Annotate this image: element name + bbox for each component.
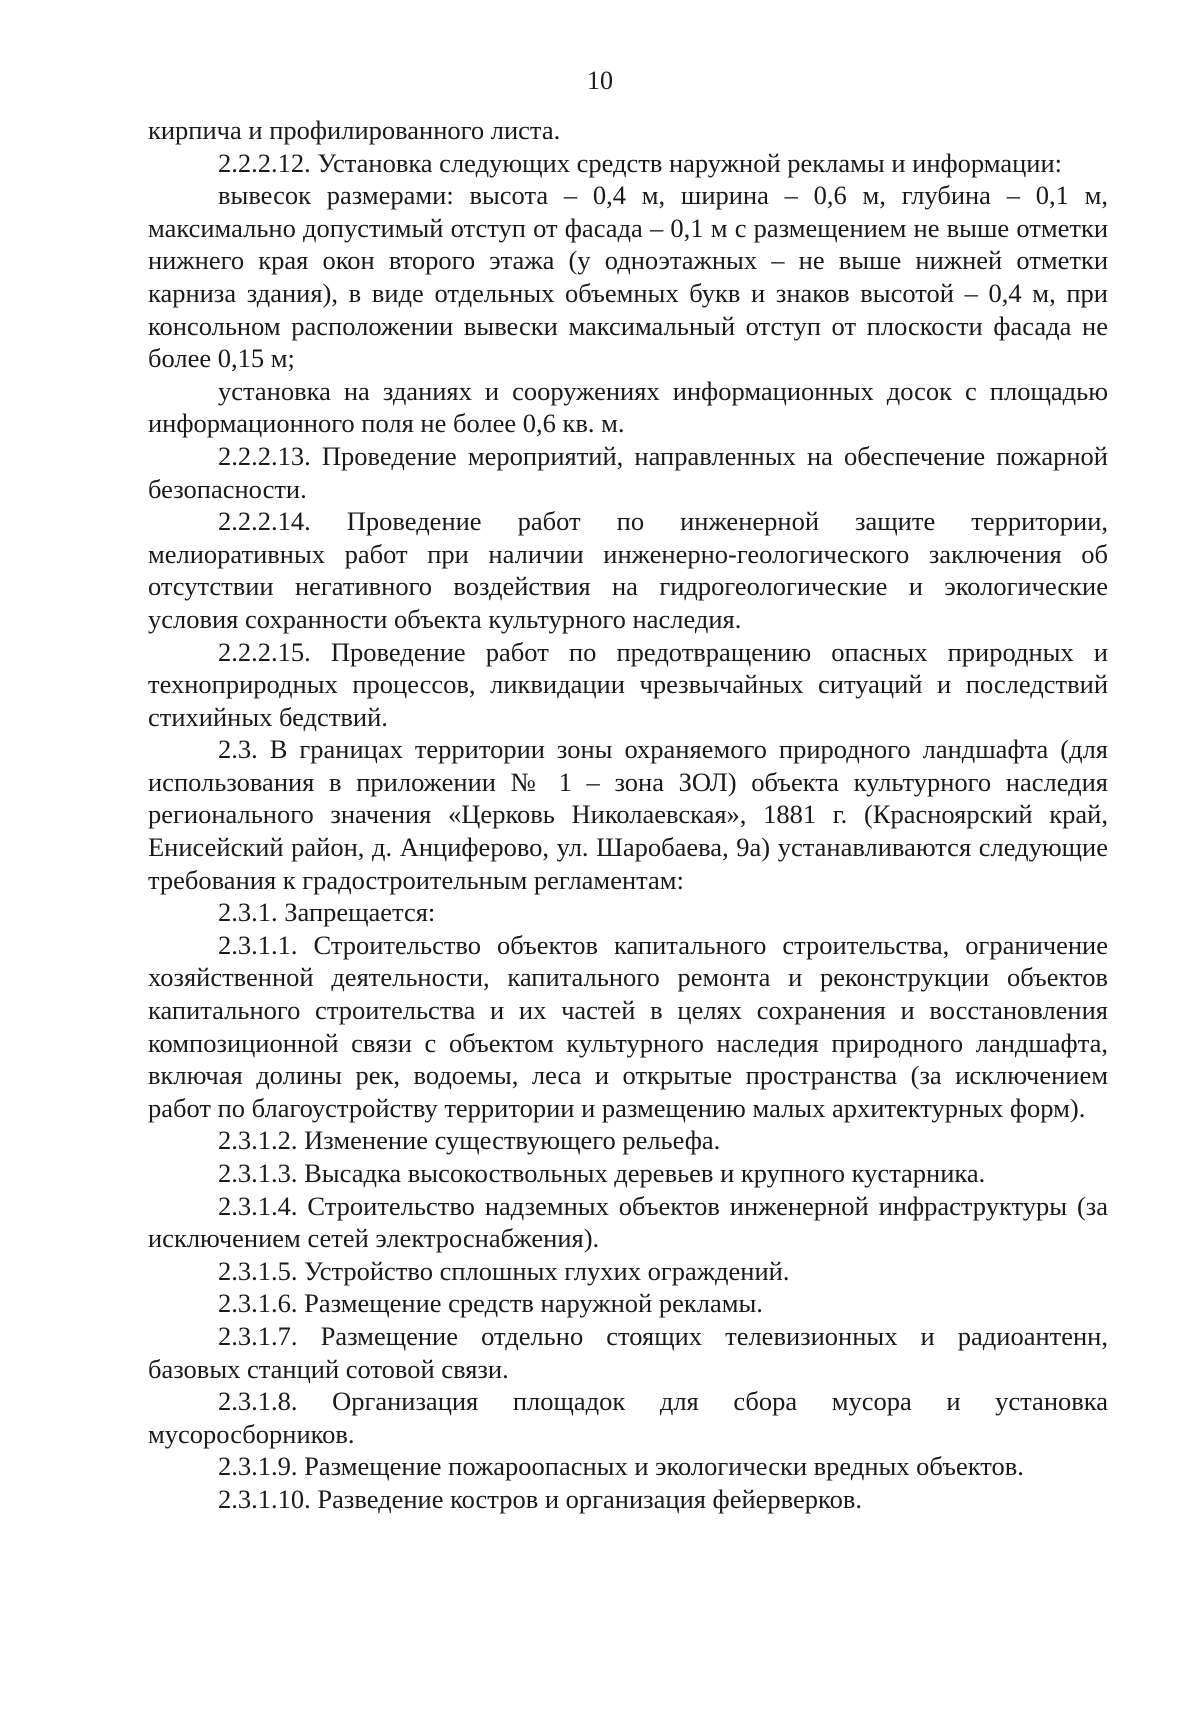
paragraph: 2.2.2.12. Установка следующих средств наружной рекламы и информации: <box>218 147 1063 178</box>
paragraph: установка на зданиях и сооружениях информационных досок с площадью информационного поля не более 0,6 кв. м. <box>148 375 1108 439</box>
paragraph: 2.3.1.1. Строительство объектов капитального строительства, ограничение хозяйственной деятельности, капитального ремонта и реконструкции объектов капитального строительства и их частей в целях сохранения и восстановления композиционной связи с объектом культурного наследия природного ландшафта, включая долины рек, водоемы, леса и открытые пространства (за исключением работ по благоустройству территории и размещению малых архитектурных форм). <box>148 929 1108 1123</box>
paragraph: кирпича и профилированного листа. <box>148 115 561 145</box>
paragraph: 2.3.1.2. Изменение существующего рельефа. <box>218 1125 721 1156</box>
page-number: 10 <box>587 66 613 95</box>
paragraph: 2.2.2.14. Проведение работ по инженерной защите территории, мелиоративных работ при наличии инженерно-геологического заключения об отсутствии негативного воздействия на гидрогеологические и экологические условия сохранности объекта культурного наследия. <box>148 506 1108 634</box>
paragraph: 2.2.2.15. Проведение работ по предотвращению опасных природных и техноприродных процессов, ликвидации чрезвычайных ситуаций и последствий стихийных бедствий. <box>148 636 1108 732</box>
paragraph: 2.3.1.9. Размещение пожароопасных и экологически вредных объектов. <box>218 1451 1024 1482</box>
paragraph: 2.3.1.7. Размещение отдельно стоящих телевизионных и радиоантенн, базовых станций сотовой связи. <box>148 1320 1108 1384</box>
paragraph: 2.3.1.6. Размещение средств наружной рекламы. <box>218 1288 763 1319</box>
document-body <box>148 114 1108 1516</box>
paragraph: 2.2.2.13. Проведение мероприятий, направленных на обеспечение пожарной безопасности. <box>148 440 1108 504</box>
paragraph: 2.3.1.4. Строительство надземных объектов инженерной инфраструктуры (за исключением сетей электроснабжения). <box>148 1190 1108 1254</box>
paragraph: 2.3.1. Запрещается: <box>218 897 436 928</box>
paragraph: 2.3.1.3. Высадка высокоствольных деревьев и крупного кустарника. <box>218 1158 986 1188</box>
paragraph: 2.3.1.8. Организация площадок для сбора мусора и установка мусоросборников. <box>148 1386 1108 1449</box>
paragraph: 2.3.1.10. Разведение костров и организация фейерверков. <box>218 1483 862 1514</box>
paragraph: 2.3.1.5. Устройство сплошных глухих ограждений. <box>218 1255 790 1286</box>
paragraph: 2.3. В границах территории зоны охраняемого природного ландшафта (для использования в приложении № 1 – зона ЗОЛ) объекта культурного наследия регионального значения «Церковь Николаевская», 1881 г. (Красноярский край, Енисейский район, д. Анциферово, ул. Шаробаева, 9а) устанавливаются следующие требования к градостроительным регламентам: <box>148 734 1108 895</box>
paragraph: вывесок размерами: высота – 0,4 м, ширина – 0,6 м, глубина – 0,1 м, максимально допустимый отступ от фасада – 0,1 м с размещением не выше отметки нижнего края окон второго этажа (у одноэтажных – не выше нижней отметки карниза здания), в виде отдельных объемных букв и знаков высотой – 0,4 м, при консольном расположении вывески максимальный отступ от плоскости фасада не более 0,15 м; <box>148 180 1108 374</box>
